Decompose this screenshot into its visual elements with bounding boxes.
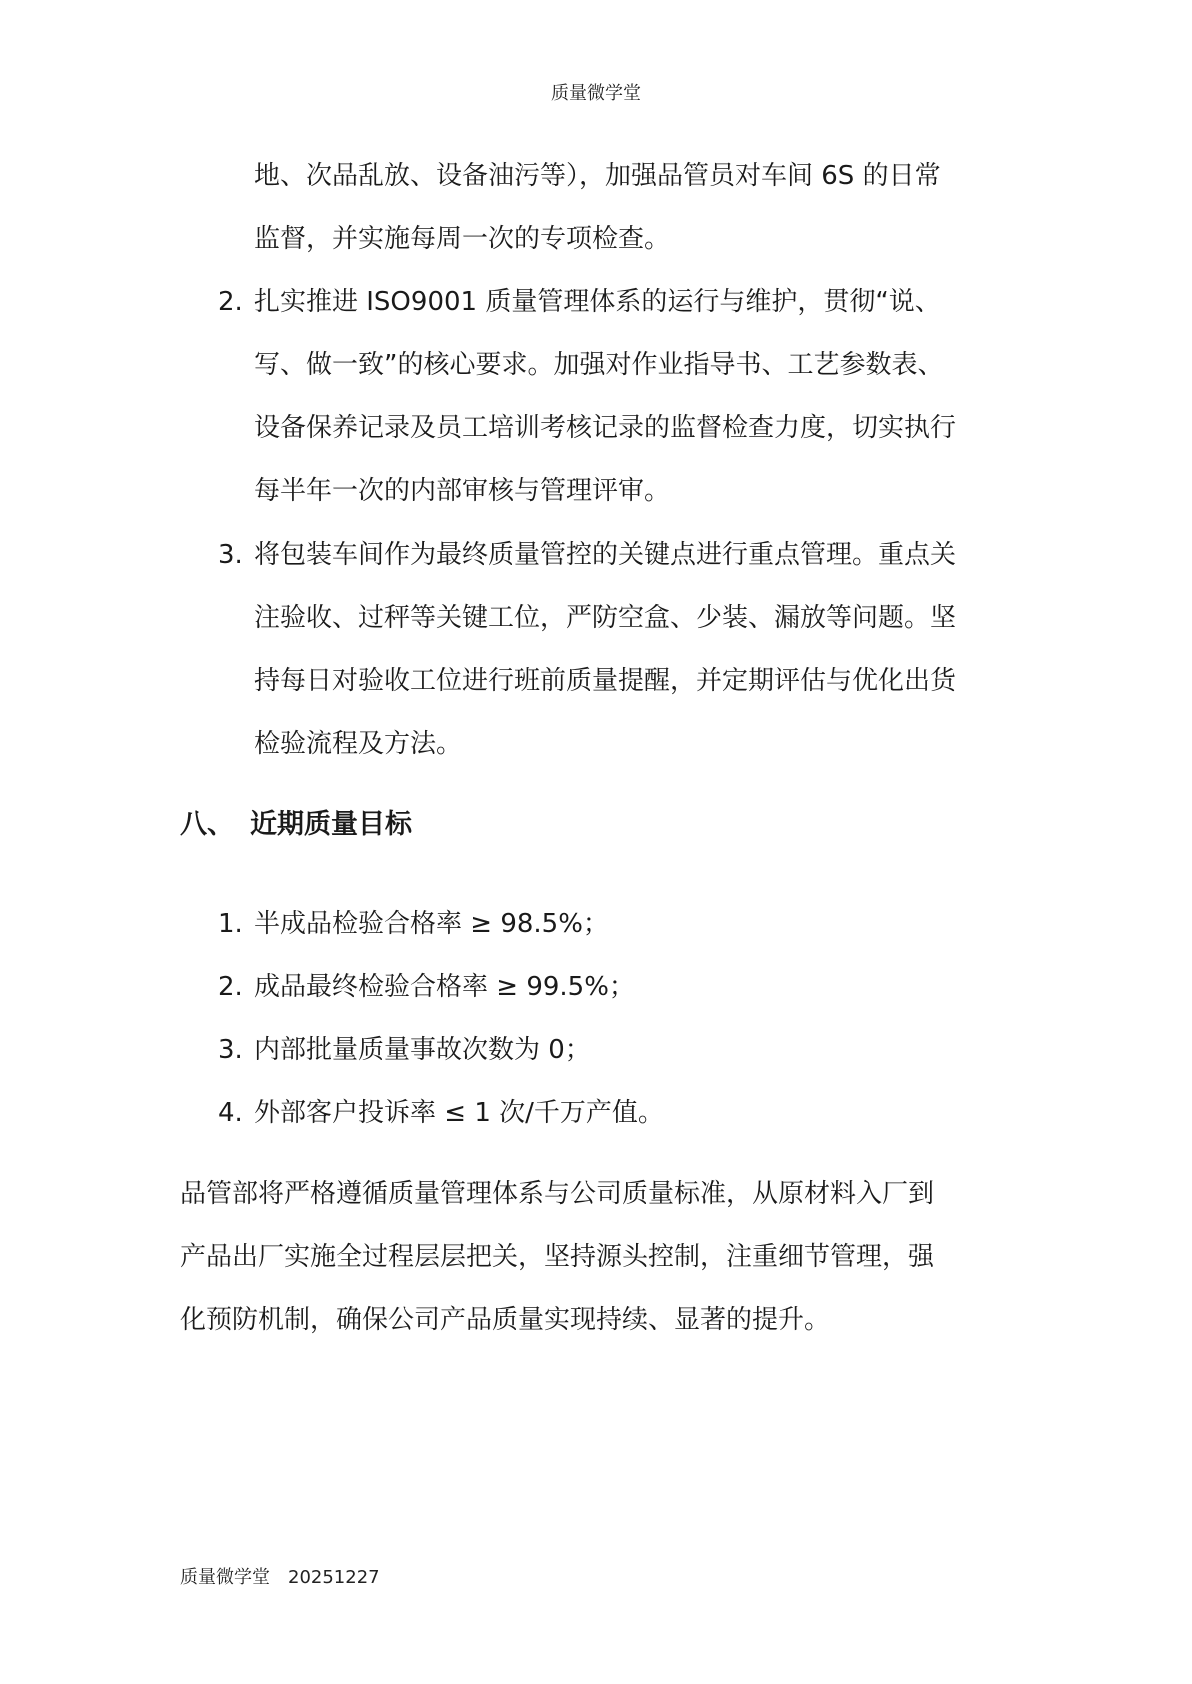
section-heading xyxy=(180,805,412,845)
measure-item-2 xyxy=(218,271,1018,523)
list-text xyxy=(254,524,1018,776)
page-header: 质量微学堂 xyxy=(551,83,641,104)
list-number: 2. xyxy=(218,287,243,317)
goal-text: 外部客户投诉率 ≤ 1 次/千万产值。 xyxy=(254,1098,664,1128)
text-line: 化预防机制，确保公司产品质量实现持续、显著的提升。 xyxy=(180,1305,831,1335)
page-footer xyxy=(180,1566,380,1590)
goal-item xyxy=(218,893,1018,956)
goal-item xyxy=(218,956,1018,1019)
section-title: 近期质量目标 xyxy=(250,809,412,840)
conclusion-paragraph xyxy=(180,1163,1020,1352)
goal-text: 半成品检验合格率 ≥ 98.5%； xyxy=(254,909,609,939)
text-line: 扎实推进 ISO9001 质量管理体系的运行与维护，贯彻“说、 xyxy=(254,287,941,317)
goals-list xyxy=(218,893,1018,1145)
list-number: 2. xyxy=(218,972,243,1002)
goal-text: 内部批量质量事故次数为 0； xyxy=(254,1035,591,1065)
text-line: 每半年一次的内部审核与管理评审。 xyxy=(254,476,671,506)
text-line: 地、次品乱放、设备油污等），加强品管员对车间 6S 的日常 xyxy=(254,161,941,191)
text-line: 写、做一致”的核心要求。加强对作业指导书、工艺参数表、 xyxy=(254,350,944,380)
goal-item xyxy=(218,1019,1018,1082)
list-number: 4. xyxy=(218,1098,243,1128)
goal-text: 成品最终检验合格率 ≥ 99.5%； xyxy=(254,972,635,1002)
list-number: 1. xyxy=(218,909,243,939)
list-text xyxy=(254,271,1018,523)
footer-date: 20251227 xyxy=(288,1567,380,1588)
section-number: 八、 xyxy=(180,809,234,840)
text-line: 品管部将严格遵循质量管理体系与公司质量标准，从原材料入厂到 xyxy=(180,1179,935,1209)
text-line: 持每日对验收工位进行班前质量提醒，并定期评估与优化出货 xyxy=(254,666,957,696)
footer-brand: 质量微学堂 xyxy=(180,1567,270,1588)
list-number: 3. xyxy=(218,1035,243,1065)
continued-paragraph xyxy=(254,145,1014,271)
text-line: 设备保养记录及员工培训考核记录的监督检查力度，切实执行 xyxy=(254,413,957,443)
text-line: 监督，并实施每周一次的专项检查。 xyxy=(254,224,671,254)
text-line: 检验流程及方法。 xyxy=(254,729,463,759)
measure-item-3 xyxy=(218,524,1018,776)
text-line: 注验收、过秤等关键工位，严防空盒、少装、漏放等问题。坚 xyxy=(254,603,957,633)
list-number: 3. xyxy=(218,540,243,570)
goal-item xyxy=(218,1082,1018,1145)
text-line: 产品出厂实施全过程层层把关，坚持源头控制，注重细节管理，强 xyxy=(180,1242,935,1272)
text-line: 将包装车间作为最终质量管控的关键点进行重点管理。重点关 xyxy=(254,540,957,570)
